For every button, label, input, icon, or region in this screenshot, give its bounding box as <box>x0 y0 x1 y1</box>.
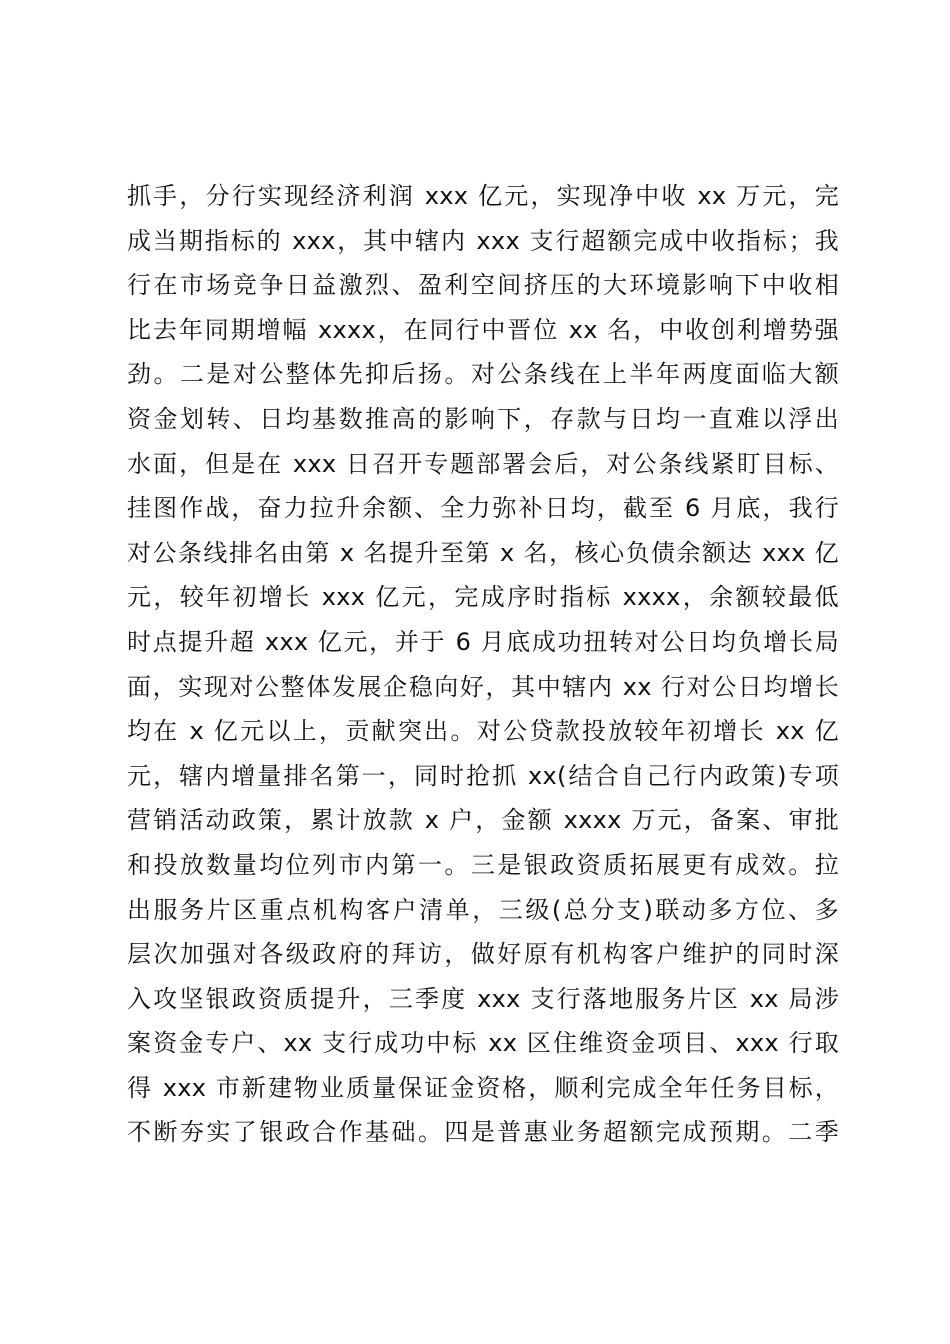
text-line: 元，辖内增量排名第一，同时抢抓 xx(结合自己行内政策)专项 <box>127 761 839 790</box>
text-line: 层次加强对各级政府的拜访，做好原有机构客户维护的同时深 <box>127 940 839 969</box>
text-line: 出服务片区重点机构客户清单，三级(总分支)联动多方位、多 <box>127 895 839 924</box>
text-line: 面，实现对公整体发展企稳向好，其中辖内 xx 行对公日均增长 <box>127 672 839 701</box>
text-line: 行在市场竞争日益激烈、盈利空间挤压的大环境影响下中收相 <box>127 271 839 300</box>
text-line: 案资金专户、xx 支行成功中标 xx 区住维资金项目、xxx 行取 <box>127 1029 839 1058</box>
text-line: 营销活动政策，累计放款 x 户，金额 xxxx 万元，备案、审批 <box>127 806 839 835</box>
text-line: 时点提升超 xxx 亿元，并于 6 月底成功扭转对公日均负增长局 <box>127 627 839 656</box>
text-line: 劲。二是对公整体先抑后扬。对公条线在上半年两度面临大额 <box>127 360 839 389</box>
text-line: 资金划转、日均基数推高的影响下，存款与日均一直难以浮出 <box>127 404 839 433</box>
text-line: 成当期指标的 xxx，其中辖内 xxx 支行超额完成中收指标；我 <box>127 226 839 255</box>
text-line: 入攻坚银政资质提升，三季度 xxx 支行落地服务片区 xx 局涉 <box>127 984 839 1013</box>
body-paragraph <box>127 174 839 1155</box>
text-line: 水面，但是在 xxx 日召开专题部署会后，对公条线紧盯目标、 <box>127 449 839 478</box>
text-line: 对公条线排名由第 x 名提升至第 x 名，核心负债余额达 xxx 亿 <box>127 538 839 567</box>
text-line: 均在 x 亿元以上，贡献突出。对公贷款投放较年初增长 xx 亿 <box>127 717 839 746</box>
text-line: 抓手，分行实现经济利润 xxx 亿元，实现净中收 xx 万元，完 <box>127 182 839 210</box>
text-line: 比去年同期增幅 xxxx，在同行中晋位 xx 名，中收创利增势强 <box>127 315 839 344</box>
text-line: 不断夯实了银政合作基础。四是普惠业务超额完成预期。二季 <box>127 1118 839 1147</box>
text-line: 挂图作战，奋力拉升余额、全力弥补日均，截至 6 月底，我行 <box>127 494 839 523</box>
text-line: 元，较年初增长 xxx 亿元，完成序时指标 xxxx，余额较最低 <box>127 583 839 612</box>
text-line: 得 xxx 市新建物业质量保证金资格，顺利完成全年任务目标， <box>127 1073 839 1102</box>
text-line: 和投放数量均位列市内第一。三是银政资质拓展更有成效。拉 <box>127 850 839 879</box>
